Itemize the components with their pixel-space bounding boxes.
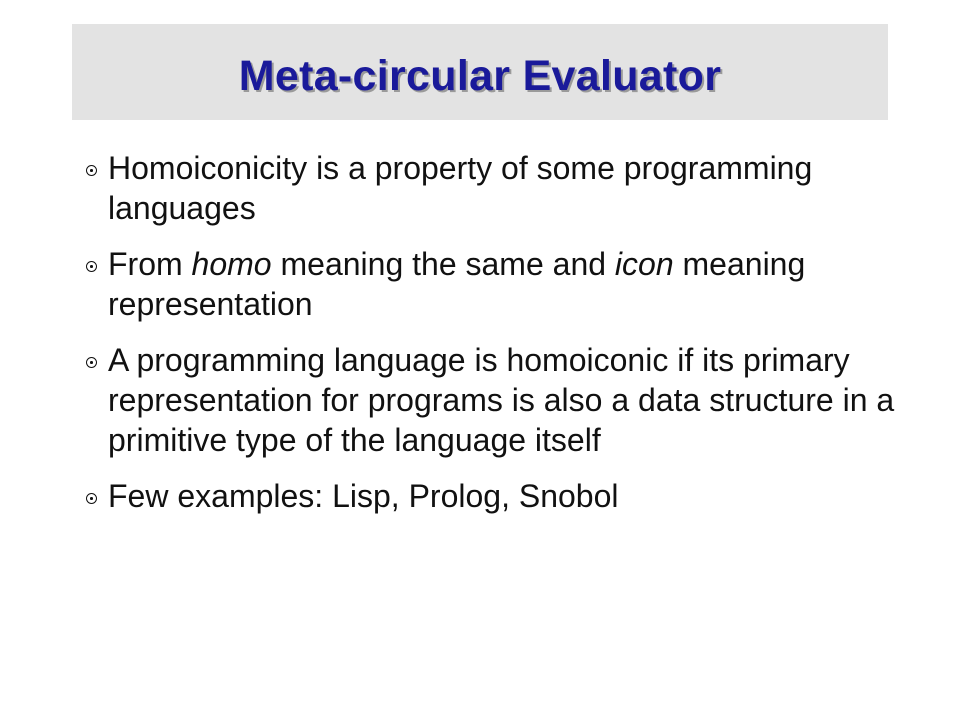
bullet-text-after: meaning representation	[108, 246, 806, 322]
bullet-text: A programming language is homoiconic if its primary representation for programs is also a data structure in a primitive type of the language itself	[108, 342, 895, 458]
bullet-emphasis-icon: icon	[614, 246, 674, 282]
bullet-homoiconicity-definition	[80, 148, 900, 228]
bullet-text: Few examples: Lisp, Prolog, Snobol	[108, 478, 619, 514]
bullet-icon	[86, 261, 97, 272]
bullet-homoiconic-language	[80, 340, 900, 460]
bullet-examples	[80, 476, 900, 516]
bullet-icon	[86, 165, 97, 176]
bullet-etymology	[80, 244, 900, 324]
bullet-list	[80, 148, 900, 532]
bullet-emphasis-homo: homo	[191, 246, 272, 282]
bullet-text: Homoiconicity is a property of some programming languages	[108, 150, 813, 226]
bullet-icon	[86, 493, 97, 504]
slide-title: Meta-circular Evaluator	[238, 52, 722, 100]
bullet-icon	[86, 357, 97, 368]
title-banner	[72, 24, 888, 120]
bullet-text-before: From	[108, 246, 192, 282]
bullet-text-middle: meaning the same and	[271, 246, 615, 282]
